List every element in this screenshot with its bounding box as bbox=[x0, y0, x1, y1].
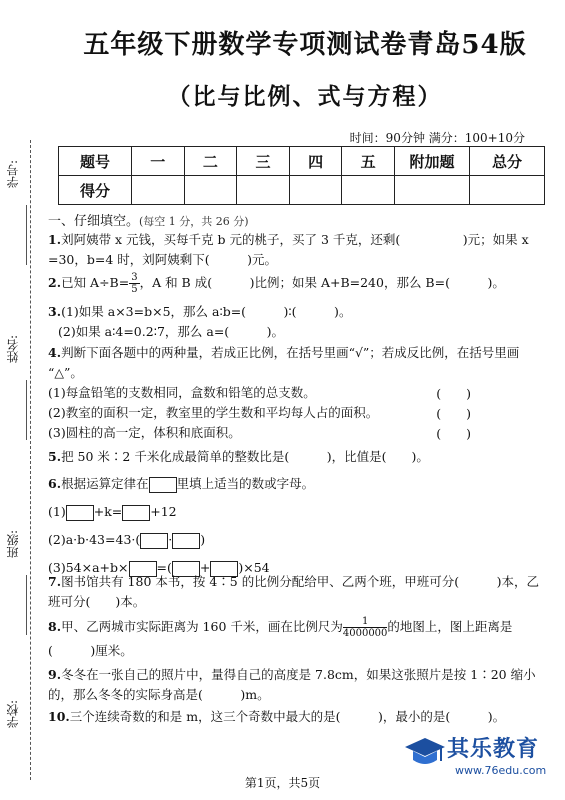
question-9 bbox=[48, 665, 553, 705]
sub-question: (3)圆柱的高一定，体积和底面积。 bbox=[48, 425, 241, 440]
question-text: 班可分( )本。 bbox=[48, 594, 146, 609]
student-number-line bbox=[26, 205, 27, 265]
class-line bbox=[26, 575, 27, 635]
answer-box[interactable] bbox=[140, 533, 168, 549]
header-cell: 题号 bbox=[59, 147, 132, 176]
sub-question-text: (2)a·b·43=43·( bbox=[48, 532, 141, 547]
school-label: 学校: bbox=[6, 700, 20, 729]
header-cell: 一 bbox=[132, 147, 185, 176]
page-title: 五年级下册数学专项测试卷青岛54版 bbox=[83, 30, 527, 60]
score-cell[interactable] bbox=[132, 176, 185, 205]
section-title: 一、仔细填空。 bbox=[48, 214, 140, 229]
score-cell[interactable] bbox=[395, 176, 470, 205]
name-label: 姓名: bbox=[6, 335, 20, 364]
question-number: 8. bbox=[48, 619, 62, 634]
question-text: 把 50 米∶2 千米化成最简单的整数比是( )，比值是( )。 bbox=[61, 449, 429, 464]
question-text: 里填上适当的数或字母。 bbox=[176, 476, 315, 491]
time-and-score-info: 时间：90分钟 满分：100+10分 bbox=[349, 131, 525, 145]
question-text: (2)如果 a∶4=0.2∶7，那么 a=( )。 bbox=[58, 324, 285, 339]
sub-question-text: ) bbox=[200, 532, 206, 547]
name-line bbox=[26, 380, 27, 440]
fraction bbox=[343, 616, 388, 639]
score-table-score-row bbox=[59, 176, 545, 205]
section-note: (每空 1 分，共 26 分) bbox=[139, 215, 249, 228]
answer-box[interactable] bbox=[172, 533, 200, 549]
question-text: ，A 和 B 成( )比例；如果 A+B=240，那么 B=( )。 bbox=[139, 275, 505, 290]
question-10 bbox=[48, 707, 553, 727]
question-number: 7. bbox=[48, 574, 62, 589]
dashed-cut-line bbox=[30, 140, 31, 780]
question-text: (1)如果 a×3=b×5，那么 a∶b=( )∶( )。 bbox=[61, 304, 352, 319]
question-number: 4. bbox=[48, 345, 62, 360]
score-cell[interactable] bbox=[470, 176, 545, 205]
answer-paren[interactable]: ( ) bbox=[436, 406, 471, 421]
question-6 bbox=[48, 470, 553, 582]
question-text: 的地图上，图上距离是 bbox=[387, 619, 513, 634]
fraction-numerator: 3 bbox=[131, 272, 138, 283]
answer-box[interactable] bbox=[149, 477, 177, 493]
question-number: 10. bbox=[48, 709, 70, 724]
logo-url: www.76edu.com bbox=[455, 764, 547, 777]
question-text: ( )厘米。 bbox=[48, 643, 133, 658]
question-number: 3. bbox=[48, 304, 62, 319]
question-text: =30，b=4 时，刘阿姨剩下( )元。 bbox=[48, 252, 278, 267]
question-text: 判断下面各题中的两种量，若成正比例，在括号里画“√”；若成反比例，在括号里画 bbox=[61, 345, 520, 360]
fraction-denominator: 4000000 bbox=[342, 628, 388, 639]
score-cell[interactable] bbox=[342, 176, 395, 205]
class-label: 班级: bbox=[6, 530, 20, 559]
question-text: 的，那么冬冬的实际身高是( )m。 bbox=[48, 687, 270, 702]
binding-margin bbox=[0, 0, 40, 800]
row-label: 得分 bbox=[59, 176, 132, 205]
answer-box[interactable] bbox=[122, 505, 150, 521]
score-cell[interactable] bbox=[237, 176, 290, 205]
score-cell[interactable] bbox=[289, 176, 342, 205]
question-5 bbox=[48, 447, 553, 467]
question-7 bbox=[48, 572, 553, 612]
question-8 bbox=[48, 615, 553, 663]
question-number: 5. bbox=[48, 449, 62, 464]
header-cell: 二 bbox=[184, 147, 237, 176]
fraction-denominator: 5 bbox=[131, 284, 138, 295]
question-text: 根据运算定律在 bbox=[61, 476, 149, 491]
question-text: 三个连续奇数的和是 m，这三个奇数中最大的是( )，最小的是( )。 bbox=[69, 709, 506, 724]
score-cell[interactable] bbox=[184, 176, 237, 205]
section-heading bbox=[48, 210, 249, 229]
sub-question-text: )×54 bbox=[238, 560, 270, 575]
question-2 bbox=[48, 272, 553, 295]
question-text: 已知 A÷B= bbox=[61, 275, 130, 290]
answer-paren[interactable]: ( ) bbox=[436, 386, 471, 401]
graduation-cap-icon bbox=[405, 734, 445, 770]
question-4 bbox=[48, 343, 553, 443]
question-text: 图书馆共有 180 本书，按 4∶5 的比例分配给甲、乙两个班，甲班可分( )本，乙 bbox=[61, 574, 539, 589]
sub-question-text: (3)54×a+b× bbox=[48, 560, 129, 575]
question-text: 甲、乙两城市实际距离为 160 千米，画在比例尺为 bbox=[61, 619, 343, 634]
student-number-label: 学号: bbox=[6, 160, 20, 189]
question-text: 冬冬在一张自己的照片中，量得自己的高度是 7.8cm，如果这张照片是按 1∶20 缩小 bbox=[61, 667, 536, 682]
question-text: 刘阿姨带 x 元钱，买每千克 b 元的桃子，买了 3 千克，还剩( )元；如果 x bbox=[61, 232, 529, 247]
page-footer: 第1页，共5页 bbox=[244, 776, 321, 790]
answer-paren[interactable]: ( ) bbox=[436, 426, 471, 441]
page-subtitle: （比与比例、式与方程） bbox=[167, 83, 443, 110]
sub-question-text: =( bbox=[156, 560, 172, 575]
answer-box[interactable] bbox=[66, 505, 94, 521]
score-table bbox=[58, 146, 545, 205]
header-cell: 附加题 bbox=[395, 147, 470, 176]
fraction-numerator: 1 bbox=[343, 616, 388, 628]
question-number: 1. bbox=[48, 232, 62, 247]
sub-question-text: (1) bbox=[48, 504, 66, 519]
fraction bbox=[129, 272, 139, 295]
question-number: 9. bbox=[48, 667, 62, 682]
header-cell: 四 bbox=[289, 147, 342, 176]
question-3 bbox=[48, 302, 553, 342]
header-cell: 三 bbox=[237, 147, 290, 176]
sub-question-text: + bbox=[199, 560, 211, 575]
sub-question-text: +k= bbox=[93, 504, 123, 519]
header-cell: 五 bbox=[342, 147, 395, 176]
sub-question-text: · bbox=[168, 532, 173, 547]
sub-question-text: +12 bbox=[150, 504, 177, 519]
question-number: 2. bbox=[48, 275, 62, 290]
sub-question: (1)每盒铅笔的支数相同，盒数和铅笔的总支数。 bbox=[48, 385, 316, 400]
score-table-header-row bbox=[59, 147, 545, 176]
question-1 bbox=[48, 230, 553, 270]
logo-name: 其乐教育 bbox=[447, 737, 540, 762]
sub-question: (2)教室的面积一定，教室里的学生数和平均每人占的面积。 bbox=[48, 405, 379, 420]
header-cell: 总分 bbox=[470, 147, 545, 176]
question-number: 6. bbox=[48, 476, 62, 491]
question-text: “△”。 bbox=[48, 365, 83, 380]
